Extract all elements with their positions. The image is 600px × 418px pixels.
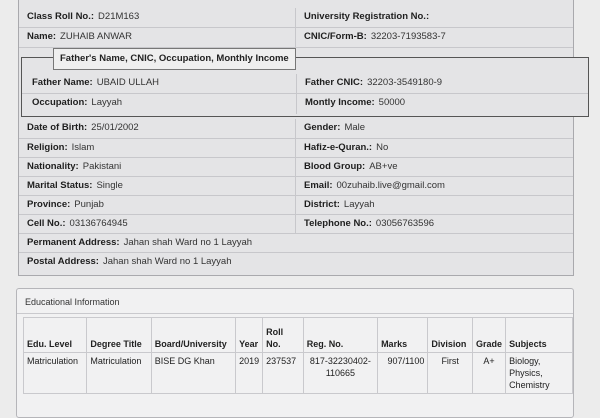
religion-label: Religion: bbox=[27, 142, 68, 153]
row-name bbox=[19, 28, 573, 48]
cell-no-field bbox=[19, 215, 128, 233]
row-marital bbox=[19, 177, 573, 196]
gender-value: Male bbox=[344, 122, 366, 133]
province-label: Province: bbox=[27, 199, 71, 210]
blood-group-value: AB+ve bbox=[369, 161, 398, 172]
table-row bbox=[24, 353, 573, 394]
father-name-label: Father Name: bbox=[32, 77, 93, 88]
father-cnic-field bbox=[296, 74, 442, 93]
cell-edu-level: Matriculation bbox=[24, 353, 87, 394]
occupation-value: Layyah bbox=[91, 97, 123, 108]
class-roll-label: Class Roll No.: bbox=[27, 11, 95, 22]
educational-info-title: Educational Information bbox=[25, 297, 120, 307]
occupation-field bbox=[22, 94, 122, 114]
district-label: District: bbox=[304, 199, 340, 210]
income-value: 50000 bbox=[378, 97, 406, 108]
col-division: Division bbox=[428, 318, 473, 353]
cnic-label: CNIC/Form-B: bbox=[304, 31, 367, 42]
email-value: 00zuhaib.live@gmail.com bbox=[336, 180, 445, 191]
income-field bbox=[296, 94, 405, 114]
marital-value: Single bbox=[96, 180, 123, 191]
cell-no-value: 03136764945 bbox=[69, 218, 128, 229]
marital-label: Marital Status: bbox=[27, 180, 93, 191]
cell-grade: A+ bbox=[473, 353, 506, 394]
educational-info-panel bbox=[16, 288, 574, 418]
cnic-value: 32203-7193583-7 bbox=[370, 31, 446, 42]
student-info-sheet bbox=[18, 0, 574, 276]
education-table-header bbox=[24, 318, 573, 353]
gender-field bbox=[295, 119, 365, 138]
province-value: Punjab bbox=[74, 199, 104, 210]
reg-line2: 110665 bbox=[325, 368, 356, 378]
province-field bbox=[19, 196, 104, 214]
permanent-address-value: Jahan shah Ward no 1 Layyah bbox=[123, 237, 253, 248]
col-board: Board/University bbox=[151, 318, 235, 353]
cell-degree-title: Matriculation bbox=[87, 353, 151, 394]
row-class-roll bbox=[19, 8, 573, 28]
father-name-value: UBAID ULLAH bbox=[96, 77, 160, 88]
row-nationality bbox=[19, 158, 573, 177]
father-cnic-label: Father CNIC: bbox=[305, 77, 364, 88]
postal-address-label: Postal Address: bbox=[27, 256, 99, 267]
education-table bbox=[23, 317, 573, 394]
blood-group-field bbox=[295, 158, 397, 176]
gender-label: Gender: bbox=[304, 122, 341, 133]
dob-field bbox=[19, 119, 139, 138]
father-section-title: Father's Name, CNIC, Occupation, Monthly Income bbox=[53, 48, 296, 70]
district-field bbox=[295, 196, 375, 214]
col-degree-title: Degree Title bbox=[87, 318, 151, 353]
cell-reg-no bbox=[303, 353, 377, 394]
income-label: Montly Income: bbox=[305, 97, 375, 108]
cnic-field bbox=[295, 28, 446, 47]
row-dob bbox=[19, 119, 573, 139]
telephone-label: Telephone No.: bbox=[304, 218, 372, 229]
class-roll-field bbox=[19, 8, 139, 27]
subject-1: Biology, bbox=[509, 356, 541, 366]
cell-division: First bbox=[428, 353, 473, 394]
dob-value: 25/01/2002 bbox=[91, 122, 139, 133]
row-postal-address bbox=[19, 253, 573, 273]
nationality-field bbox=[19, 158, 121, 176]
occupation-label: Occupation: bbox=[32, 97, 88, 108]
row-province bbox=[19, 196, 573, 215]
col-marks: Marks bbox=[378, 318, 428, 353]
cell-roll-no: 237537 bbox=[263, 353, 304, 394]
row-religion bbox=[19, 139, 573, 158]
col-year: Year bbox=[236, 318, 263, 353]
col-roll-line2: No. bbox=[266, 339, 281, 349]
permanent-address-field bbox=[19, 234, 252, 252]
row-occupation bbox=[22, 94, 588, 114]
nationality-label: Nationality: bbox=[27, 161, 79, 172]
row-father-name bbox=[22, 74, 588, 94]
hafiz-field bbox=[295, 139, 388, 157]
univ-reg-field bbox=[295, 8, 433, 27]
row-permanent-address bbox=[19, 234, 573, 253]
subject-3: Chemistry bbox=[509, 380, 550, 390]
email-label: Email: bbox=[304, 180, 333, 191]
col-reg-no: Reg. No. bbox=[303, 318, 377, 353]
religion-field bbox=[19, 139, 94, 157]
postal-address-value: Jahan shah Ward no 1 Layyah bbox=[102, 256, 232, 267]
name-field bbox=[19, 28, 132, 47]
col-edu-level: Edu. Level bbox=[24, 318, 87, 353]
reg-line1: 817-32230402- bbox=[309, 356, 371, 366]
subject-2: Physics, bbox=[509, 368, 543, 378]
nationality-value: Pakistani bbox=[82, 161, 122, 172]
blood-group-label: Blood Group: bbox=[304, 161, 366, 172]
cell-board: BISE DG Khan bbox=[151, 353, 235, 394]
col-roll-line1: Roll bbox=[266, 327, 284, 337]
cell-no-label: Cell No.: bbox=[27, 218, 66, 229]
father-cnic-value: 32203-3549180-9 bbox=[367, 77, 443, 88]
marital-field bbox=[19, 177, 123, 195]
telephone-field bbox=[295, 215, 434, 233]
col-roll-no bbox=[263, 318, 304, 353]
divider bbox=[17, 313, 573, 314]
father-name-field bbox=[22, 74, 159, 93]
postal-address-field bbox=[19, 253, 232, 273]
cell-year: 2019 bbox=[236, 353, 263, 394]
name-label: Name: bbox=[27, 31, 57, 42]
permanent-address-label: Permanent Address: bbox=[27, 237, 120, 248]
telephone-value: 03056763596 bbox=[375, 218, 435, 229]
col-subjects: Subjects bbox=[506, 318, 573, 353]
religion-value: Islam bbox=[71, 142, 95, 153]
row-cell bbox=[19, 215, 573, 234]
hafiz-value: No bbox=[376, 142, 389, 153]
name-value: ZUHAIB ANWAR bbox=[60, 31, 133, 42]
cell-marks: 907/1100 bbox=[378, 353, 428, 394]
hafiz-label: Hafiz-e-Quran.: bbox=[304, 142, 373, 153]
dob-label: Date of Birth: bbox=[27, 122, 88, 133]
col-grade: Grade bbox=[473, 318, 506, 353]
cell-subjects bbox=[506, 353, 573, 394]
univ-reg-label: University Registration No.: bbox=[304, 11, 430, 22]
district-value: Layyah bbox=[343, 199, 375, 210]
class-roll-value: D21M163 bbox=[98, 11, 140, 22]
email-field bbox=[295, 177, 445, 195]
